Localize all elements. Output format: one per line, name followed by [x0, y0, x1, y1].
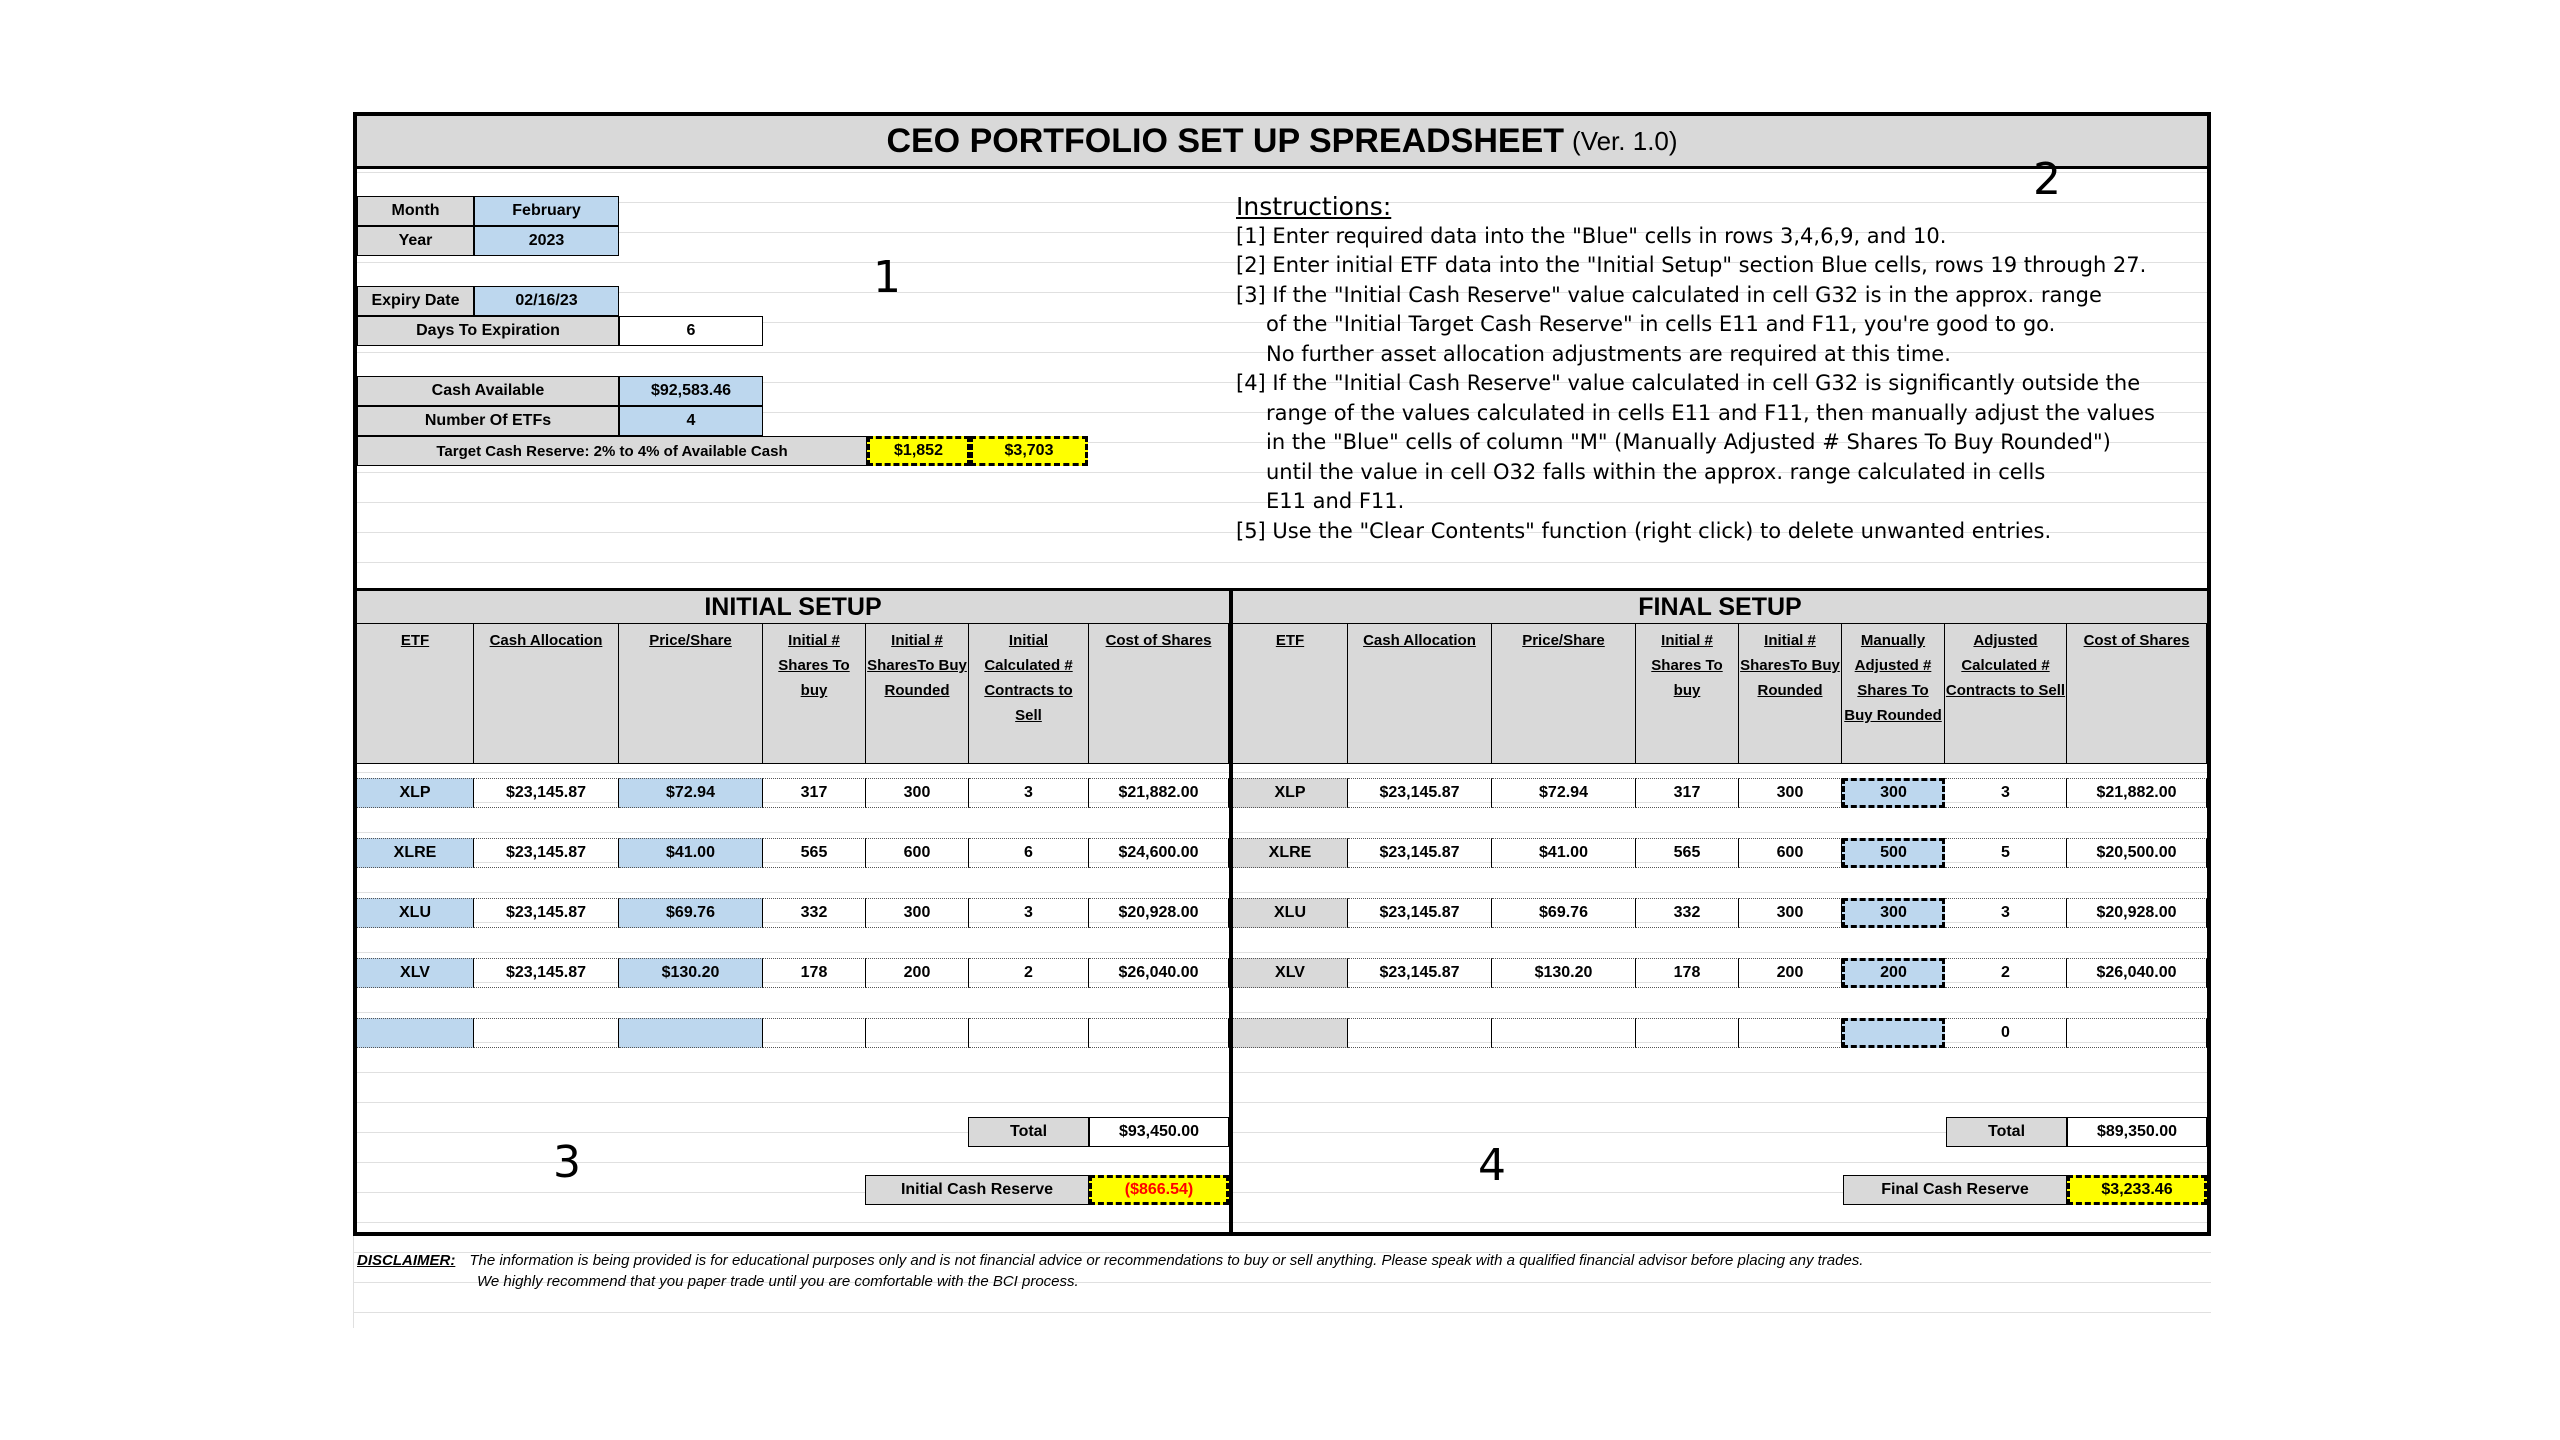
- instruction-line: [4] If the "Initial Cash Reserve" value calculated in cell G32 is significantly outside the: [1236, 371, 2141, 395]
- column-header: Initial Calculated # Contracts to Sell: [969, 624, 1089, 764]
- instruction-line: range of the values calculated in cells E11 and F11, then manually adjust the values: [1266, 400, 2155, 425]
- column-header: Manually Adjusted # Shares To Buy Rounded: [1842, 624, 1945, 764]
- table-cell[interactable]: 200: [1842, 958, 1945, 988]
- instruction-line: [3] If the "Initial Cash Reserve" value calculated in cell G32 is in the approx. range: [1236, 282, 2102, 307]
- final-total-label: Total: [1946, 1117, 2067, 1147]
- year-label: Year: [357, 226, 474, 256]
- table-cell: 300: [866, 778, 969, 808]
- table-cell: $26,040.00: [2067, 958, 2207, 988]
- table-cell[interactable]: [619, 1018, 763, 1048]
- target-label: Target Cash Reserve: 2% to 4% of Available Cash: [357, 436, 867, 466]
- month-label: Month: [357, 196, 474, 226]
- column-header: Price/Share: [619, 624, 763, 764]
- column-header: Price/Share: [1492, 624, 1636, 764]
- instruction-line: of the "Initial Target Cash Reserve" in cells E11 and F11, you're good to go.: [1266, 312, 2056, 336]
- initial-setup-title: INITIAL SETUP: [357, 588, 1233, 624]
- table-cell: 200: [1739, 958, 1842, 988]
- disclaimer-line-2: We highly recommend that you paper trade until you are comfortable with the BCI process.: [477, 1273, 1079, 1290]
- cash-label: Cash Available: [357, 376, 619, 406]
- title-main: CEO PORTFOLIO SET UP SPREADSHEET: [886, 121, 1565, 160]
- etf-cell: XLP: [1233, 778, 1348, 808]
- table-cell: 317: [1636, 778, 1739, 808]
- table-cell[interactable]: 300: [1842, 778, 1945, 808]
- target-high: $3,703: [970, 436, 1088, 466]
- table-cell[interactable]: 300: [1842, 898, 1945, 928]
- table-cell: 300: [1739, 778, 1842, 808]
- table-cell: $20,928.00: [2067, 898, 2207, 928]
- table-cell[interactable]: $69.76: [619, 898, 763, 928]
- table-cell: $23,145.87: [474, 958, 619, 988]
- table-cell: 6: [969, 838, 1089, 868]
- table-cell: 3: [1945, 778, 2067, 808]
- column-header: Initial # Shares To buy: [1636, 624, 1739, 764]
- initial-total-value: $93,450.00: [1089, 1117, 1229, 1147]
- table-cell[interactable]: $72.94: [619, 778, 763, 808]
- column-header: Adjusted Calculated # Contracts to Sell: [1945, 624, 2067, 764]
- table-cell: 2: [969, 958, 1089, 988]
- table-cell: 300: [866, 898, 969, 928]
- table-cell: 600: [866, 838, 969, 868]
- initial-reserve-value: ($866.54): [1089, 1175, 1229, 1205]
- column-header: Cash Allocation: [474, 624, 619, 764]
- table-cell: 317: [763, 778, 866, 808]
- etf-cell[interactable]: XLP: [357, 778, 474, 808]
- etfs-input[interactable]: 4: [619, 406, 763, 436]
- title-version: (Ver. 1.0): [1572, 125, 1678, 156]
- table-cell[interactable]: $41.00: [619, 838, 763, 868]
- table-cell: 3: [969, 778, 1089, 808]
- table-cell[interactable]: 500: [1842, 838, 1945, 868]
- column-header: Cash Allocation: [1348, 624, 1492, 764]
- table-cell: $23,145.87: [1348, 778, 1492, 808]
- table-cell: 0: [1945, 1018, 2067, 1048]
- final-reserve-value: $3,233.46: [2067, 1175, 2207, 1205]
- expiry-label: Expiry Date: [357, 286, 474, 316]
- table-cell: 300: [1739, 898, 1842, 928]
- table-cell: 332: [763, 898, 866, 928]
- instruction-line: [5] Use the "Clear Contents" function (right click) to delete unwanted entries.: [1236, 518, 2052, 543]
- table-cell: [1492, 1018, 1636, 1048]
- disclaimer: [357, 1252, 1863, 1290]
- column-header: ETF: [357, 624, 474, 764]
- table-cell: [474, 1018, 619, 1048]
- table-cell: 5: [1945, 838, 2067, 868]
- cash-input[interactable]: $92,583.46: [619, 376, 763, 406]
- table-cell: $69.76: [1492, 898, 1636, 928]
- table-cell: $130.20: [1492, 958, 1636, 988]
- etf-cell[interactable]: XLRE: [357, 838, 474, 868]
- annotation-3: 3: [553, 1137, 581, 1188]
- table-cell: [1636, 1018, 1739, 1048]
- instruction-line: until the value in cell O32 falls within the approx. range calculated in cells: [1266, 459, 2046, 484]
- table-cell: $23,145.87: [1348, 958, 1492, 988]
- column-header: Cost of Shares: [2067, 624, 2207, 764]
- table-cell: $26,040.00: [1089, 958, 1229, 988]
- instruction-line: No further asset allocation adjustments are required at this time.: [1266, 341, 1951, 366]
- table-cell: $21,882.00: [1089, 778, 1229, 808]
- days-value: 6: [619, 316, 763, 346]
- disclaimer-line-1: The information is being provided is for educational purposes only and is not financial advice or recommendations to buy or sell anything. Please speak with a qualified financial advisor before placing any trades.: [469, 1252, 1864, 1269]
- etf-cell: XLV: [1233, 958, 1348, 988]
- table-cell: $23,145.87: [474, 898, 619, 928]
- annotation-2: 2: [2033, 154, 2061, 205]
- table-cell: [969, 1018, 1089, 1048]
- table-cell: 332: [1636, 898, 1739, 928]
- year-input[interactable]: 2023: [474, 226, 619, 256]
- table-cell: 178: [1636, 958, 1739, 988]
- table-cell: 200: [866, 958, 969, 988]
- initial-reserve-label: Initial Cash Reserve: [865, 1175, 1089, 1205]
- table-cell: $20,928.00: [1089, 898, 1229, 928]
- expiry-input[interactable]: 02/16/23: [474, 286, 619, 316]
- table-cell: [2067, 1018, 2207, 1048]
- table-cell: [1089, 1018, 1229, 1048]
- table-cell: 3: [969, 898, 1089, 928]
- table-cell: 3: [1945, 898, 2067, 928]
- days-label: Days To Expiration: [357, 316, 619, 346]
- table-cell: $23,145.87: [1348, 838, 1492, 868]
- page-title: [357, 116, 2207, 169]
- spreadsheet: [353, 112, 2211, 1328]
- annotation-4: 4: [1478, 1140, 1506, 1191]
- table-cell[interactable]: $130.20: [619, 958, 763, 988]
- column-header: Initial # SharesTo Buy Rounded: [866, 624, 969, 764]
- table-cell: $23,145.87: [1348, 898, 1492, 928]
- column-header: Initial # SharesTo Buy Rounded: [1739, 624, 1842, 764]
- instructions-heading: Instructions:: [1236, 192, 1392, 221]
- month-input[interactable]: February: [474, 196, 619, 226]
- disclaimer-label: DISCLAIMER:: [357, 1252, 456, 1269]
- instruction-line: [1] Enter required data into the "Blue" cells in rows 3,4,6,9, and 10.: [1236, 223, 1947, 248]
- etf-cell[interactable]: XLU: [357, 898, 474, 928]
- instruction-line: [2] Enter initial ETF data into the "Initial Setup" section Blue cells, rows 19 through 27.: [1236, 253, 2147, 277]
- table-cell: 600: [1739, 838, 1842, 868]
- etf-cell[interactable]: XLV: [357, 958, 474, 988]
- final-setup-title: FINAL SETUP: [1233, 588, 2207, 624]
- annotation-1: 1: [873, 252, 901, 303]
- etf-cell: [1233, 1018, 1348, 1048]
- table-cell: $72.94: [1492, 778, 1636, 808]
- table-cell: $23,145.87: [474, 838, 619, 868]
- etf-cell[interactable]: [357, 1018, 474, 1048]
- table-cell: 565: [763, 838, 866, 868]
- table-cell: $24,600.00: [1089, 838, 1229, 868]
- etf-cell: XLU: [1233, 898, 1348, 928]
- column-header: Cost of Shares: [1089, 624, 1229, 764]
- etfs-label: Number Of ETFs: [357, 406, 619, 436]
- table-cell: [1348, 1018, 1492, 1048]
- column-header: Initial # Shares To buy: [763, 624, 866, 764]
- table-cell[interactable]: [1842, 1018, 1945, 1048]
- table-cell: 565: [1636, 838, 1739, 868]
- target-low: $1,852: [867, 436, 970, 466]
- instruction-line: in the "Blue" cells of column "M" (Manually Adjusted # Shares To Buy Rounded"): [1266, 430, 2111, 454]
- final-reserve-label: Final Cash Reserve: [1843, 1175, 2067, 1205]
- instructions: [1236, 192, 2196, 546]
- table-cell: 178: [763, 958, 866, 988]
- table-cell: [1739, 1018, 1842, 1048]
- table-cell: 2: [1945, 958, 2067, 988]
- final-total-value: $89,350.00: [2067, 1117, 2207, 1147]
- initial-total-label: Total: [968, 1117, 1089, 1147]
- column-header: ETF: [1233, 624, 1348, 764]
- instruction-line: E11 and F11.: [1266, 489, 1405, 513]
- table-cell: [866, 1018, 969, 1048]
- etf-cell: XLRE: [1233, 838, 1348, 868]
- table-cell: [763, 1018, 866, 1048]
- table-cell: $41.00: [1492, 838, 1636, 868]
- table-cell: $21,882.00: [2067, 778, 2207, 808]
- table-cell: $23,145.87: [474, 778, 619, 808]
- table-cell: $20,500.00: [2067, 838, 2207, 868]
